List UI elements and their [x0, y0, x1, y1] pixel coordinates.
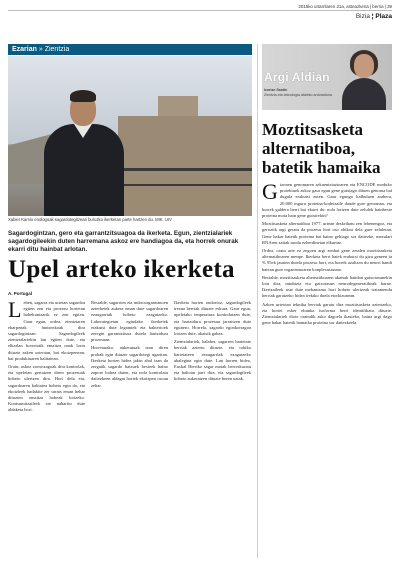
- opinion-paragraph: Azken urteotan teknika berriak garatu dira moztitsasketa aztertzeko, eta horiei esker ehunka isoforma berri identifikatu dituzte. Zientzialariek diote oraindik asko dagoela ikasteko, baina argi dago gene bakar batetik hamaika proteina sor daitezkeela.: [262, 301, 392, 326]
- opinion-paragraph: Bestalde, moztitsasketa alternatiboaren akatsak hainbat gaixotasunekin lotu dira, minbizia eta gaixotasun neurodegeneratiboak barne. Ikertzaileek uste dute mekanismo hori hobeto ulertzeak tratamendu berriak garatzeko bidea irekiko duela etorkizunean.: [262, 274, 392, 299]
- opinion-body: [262, 182, 392, 562]
- article-paragraph: Bestalde, sagarrien eta mikroorganismoen azterketek aukera eman dute sagardoaren ezaugarriak hobeto ezagutzeko. Laborategietan egindako ikerketek erakutsi dute legamiek eta bakterioek zeregin garrantzitsua dutela hartzidura prozesuan.: [91, 300, 168, 343]
- photo-railing-lower: [108, 184, 252, 186]
- article-paragraph: Horretarako, aukeratuak izan diren probak egin dituzte sagardotegi ugaritan. Ikerketa horien bidez jakin ahal izan da zergatik sagardo batzuek besteek baino zapore hobea duten, eta nola kontrolatu daitezkeen aldagai horiek ekoizpen osoan zehar.: [91, 345, 168, 388]
- section-name: Plaza: [375, 13, 392, 20]
- article-byline: A. Portugal: [8, 291, 33, 296]
- opinion-paragraph: Ordea, orain arte ez zegoen argi zenbat gene zeuden moztitsasketa alternatiboaren menpe. Ikerketa berri batek erakutsi du giza geneen ia % 95ek jasaten dutela prozesu hori, eta horrek azaltzen du neurri handi batean gure organismoaren konplexutasuna.: [262, 248, 392, 272]
- author-name: Izortze Santin: [264, 88, 288, 92]
- author-info: [264, 88, 334, 97]
- section-bar-subtitle: » Zientzia: [38, 46, 70, 53]
- author-role: Zientzia eta teknologia ataleko arduraduna: [264, 92, 332, 97]
- section-bar-title: Ezarian: [12, 46, 37, 53]
- photo-railing: [108, 168, 252, 171]
- section-prefix: Bizia: [355, 13, 370, 20]
- article-column-1: [8, 300, 85, 558]
- opinion-title: Argi Aldian: [264, 70, 330, 84]
- article-paragraph: Orain, askoz zorrotzagoak dira kontrolak, eta upeletan gertatzen diren prozesuak hobeto ulertzen dira. Hori dela eta, sagardoaren kalitatea hobetu egin da, eta ekoizleek badakite zer urrats eman behar dituzten emaitza hobeak lortzeko. Kontsumitzaileek ere nabaritu dute aldaketa hori.: [8, 364, 85, 413]
- section-bar: [8, 44, 252, 55]
- author-face: [354, 54, 374, 78]
- article-headline: Upel arteko ikerketa: [8, 256, 235, 283]
- article-paragraph: Ikerketa horien ondorioz, sagardogileek tresna berriak dituzte eskura. Gaur egun, upeletako tenperatura kontrolatzen dute, eta hartzidura prozesua jarraitzen dute egunero. Horrela, sagardo egonkorragoa lortzen dute, akatsik gabea.: [174, 300, 251, 337]
- opinion-paragraph: izonen genomaren sekuentziazioaren eta ENCODE moduko proiektuek askoz gaur egun gene gutxiago dituen genoma bat dugula erakutsi zuten. Gaur egungo kalkuluen arabera, 20.000 inguru proteina-kodetzaile daude gure genoman, eta horrek galdera berri bat ekarri du: nola lortzen dute zelulek hainbeste proteina mota hain gene gutxirekin?: [262, 182, 392, 219]
- article-photo: [8, 56, 252, 216]
- section-separator: ¦: [371, 13, 376, 20]
- drop-cap: G: [262, 182, 278, 204]
- drop-cap: L: [8, 300, 22, 322]
- photo-wall: [118, 116, 252, 216]
- article-column-3: [174, 300, 251, 558]
- article-body: [8, 300, 252, 558]
- article-paragraph: ehen, sagarra eta urtetan sagardoa egiten zen eta prozesu horietan hobekuntzarik ez zen egiten. Gaur egun, ordea, zientziaren ekarpenak funtsezkoak dira sagardogintzan. Sagardogileek zientzialariekin lan egiten dute, eta elkarlan horretatik emaitza onak lortu dituzte azken urteotan, bai ekoizpenean, bai produktuaren kalitatean.: [8, 300, 85, 361]
- article-lead: Sagardogintzan, gero eta garrantzitsuagoa da ikerketa. Egun, zientzialariek sagardogileekin duten harremana askoz ere handiagoa da, eta horrek onurak ekarri ditu hainbat arlotan.: [8, 230, 239, 253]
- article-paragraph: Zientzialariek, halaber, sagarren barietate berriak aztertu dituzte, eta tokiko barietateen ezaugarriak ezagutzeko ahalegina egin dute. Lan horren bidez, Euskal Herriko sagar motak berreskuratu eta balioan jarri dira, eta sagardogileek hobeto aukeratzen dituzte beren uztak.: [174, 339, 251, 382]
- page-dateline: 2015ko urtarrilaren 21a, asteazkena | berria | 39: [8, 3, 392, 11]
- column-divider: [257, 44, 258, 558]
- section-tag: [356, 12, 392, 21]
- photo-person-body: [44, 124, 124, 216]
- article-column-2: [91, 300, 168, 558]
- opinion-header: [262, 44, 392, 110]
- photo-caption: Xabier Kamio enologoak sagardotegitzeari buruzko ikerketan parte hartzen du. MIK. UIV: [8, 217, 172, 222]
- photo-person-hair: [70, 90, 96, 102]
- opinion-paragraph: Moztitsasketa alternatiboa 1977. urtean deskribatu zen lehenengoz, eta geroztik argi geratu da prozesu hori oso ohikoa dela gure zeluletan. Gene bakar batetik proteina bat baino gehiago sor daitezke, mezulari RNAren zatiak modu ezberdinetan elkartuz.: [262, 221, 392, 245]
- opinion-headline: Moztitsasketa alternatiboa, batetik hamaika: [262, 120, 381, 177]
